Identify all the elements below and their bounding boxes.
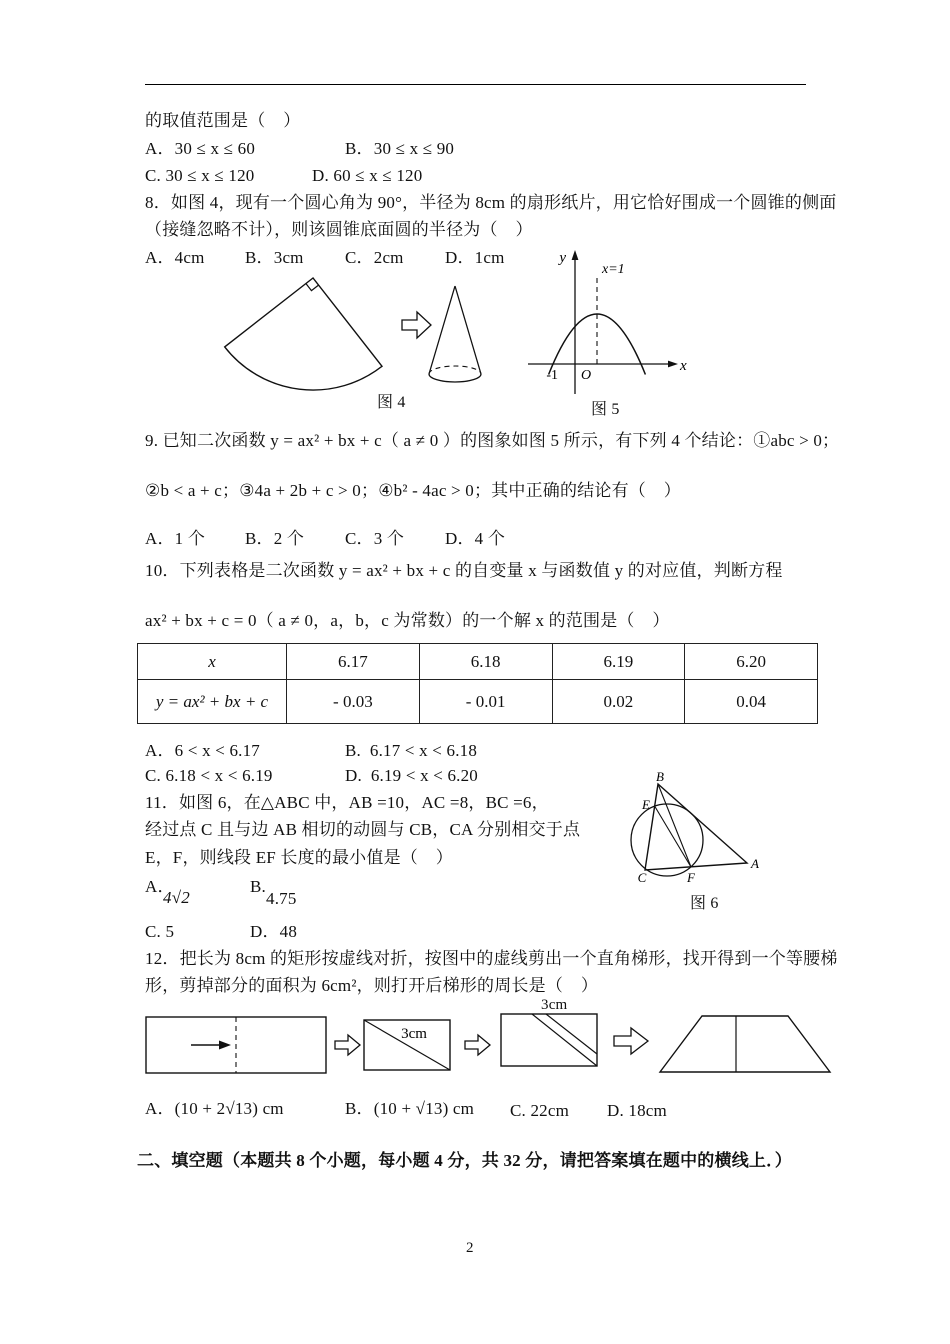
table-header-617: 6.17 xyxy=(287,644,420,680)
q10-option-b: B. 6.17 < x < 6.18 xyxy=(345,741,478,760)
q11-option-a-value: 4√2 xyxy=(163,888,190,907)
folded-rect-step xyxy=(362,1008,454,1076)
sector-shape xyxy=(225,278,382,390)
q11-option-b-value: 4.75 xyxy=(266,889,297,908)
figure-5-caption: 图 5 xyxy=(591,401,620,418)
figure-4-caption: 图 4 xyxy=(377,394,406,411)
vertex-label-b: B xyxy=(656,769,664,784)
q11-line-2: 经过点 C 且与边 AB 相切的动圆与 CB，CA 分别相交于点 xyxy=(145,820,581,839)
q7-stem: 的取值范围是（ ） xyxy=(145,111,301,130)
q7-option-c: C. 30 ≤ x ≤ 120 xyxy=(145,166,255,185)
q10-line-1: 10．下列表格是二次函数 y = ax² + bx + c 的自变量 x 与函数值 y 的对应值，判断方程 xyxy=(145,561,783,580)
rect-fold-step xyxy=(145,1016,327,1074)
moving-circle xyxy=(631,804,703,876)
header-rule xyxy=(145,84,806,85)
step-arrow-icon-3 xyxy=(612,1026,652,1056)
table-header-619: 6.19 xyxy=(552,644,685,680)
label-neg1: -1 xyxy=(546,368,558,383)
arrow-outline xyxy=(335,1035,360,1055)
table-header-x: x xyxy=(138,644,287,680)
q9-line-1: 9. 已知二次函数 y = ax² + bx + c（ a ≠ 0 ）的图象如图 5 所示，有下列 4 个结论：①abc > 0； xyxy=(145,431,840,450)
q12-line-1: 12．把长为 8cm 的矩形按虚线对折，按图中的虚线剪出一个直角梯形，找开得到一个等腰梯 xyxy=(145,949,838,968)
cone-base-front xyxy=(429,374,481,382)
q10-line-2: ax² + bx + c = 0（ a ≠ 0，a，b，c 为常数）的一个解 x 的范围是（ ） xyxy=(145,611,670,630)
q9-option-c: C．3 个 xyxy=(345,529,405,548)
figure-6 xyxy=(633,769,763,886)
q9-option-b: B．2 个 xyxy=(245,529,305,548)
arrow-outline xyxy=(465,1035,490,1055)
table-value-1: - 0.03 xyxy=(287,680,420,724)
q12-option-b: B．(10 + √13) cm xyxy=(345,1099,475,1118)
q8-line-2: （接缝忽略不计），则该圆锥底面圆的半径为（ ） xyxy=(145,220,533,239)
q11-option-c: C. 5 xyxy=(145,922,175,941)
table-header-620: 6.20 xyxy=(685,644,818,680)
q10-value-table xyxy=(137,643,818,724)
label-3cm-fold: 3cm xyxy=(401,1026,427,1042)
cut-rect-step xyxy=(500,1012,600,1072)
q8-line-1: 8．如图 4，现有一个圆心角为 90°，半径为 8cm 的扇形纸片，用它恰好围成一个圆锥的侧面 xyxy=(145,193,837,212)
step-arrow-icon-2 xyxy=(463,1032,493,1058)
step-arrow-icon-1 xyxy=(333,1032,363,1058)
trapezoid-result xyxy=(658,1012,833,1076)
q10-option-d: D. 6.19 < x < 6.20 xyxy=(345,766,479,785)
q11-line-3: E，F，则线段 EF 长度的最小值是（ ） xyxy=(145,848,453,867)
q9-option-a: A．1 个 xyxy=(145,529,206,548)
page-number: 2 xyxy=(466,1240,474,1256)
q9-line-2: ②b < a + c；③4a + 2b + c > 0；④b² - 4ac > 0；其中正确的结论有（ ） xyxy=(145,481,681,500)
q11-option-a-label: A． xyxy=(145,877,175,896)
label-x-equals-1: x=1 xyxy=(602,262,625,277)
segment-bf xyxy=(658,784,691,867)
q10-option-c: C. 6.18 < x < 6.19 xyxy=(145,766,273,785)
cone-shape xyxy=(429,286,481,374)
q10-option-a: A．6 < x < 6.17 xyxy=(145,741,261,760)
label-y: y xyxy=(559,250,566,266)
cone-base-back xyxy=(429,366,481,374)
y-axis-arrow-icon xyxy=(572,250,579,260)
table-value-4: 0.04 xyxy=(685,680,818,724)
fold-direction-arrow-icon xyxy=(219,1041,231,1050)
vertex-label-c: C xyxy=(637,870,647,885)
arrow-outline xyxy=(614,1028,648,1054)
table-header-618: 6.18 xyxy=(419,644,552,680)
q7-option-b: B．30 ≤ x ≤ 90 xyxy=(345,139,455,158)
table-value-3: 0.02 xyxy=(552,680,685,724)
cut-line-2 xyxy=(546,1014,597,1054)
point-label-e: E xyxy=(642,797,650,812)
figure-4 xyxy=(215,272,485,398)
step-arrow-icon xyxy=(402,312,431,338)
point-label-f: F xyxy=(687,870,695,885)
right-angle-mark xyxy=(306,284,319,291)
figure-6-caption: 图 6 xyxy=(690,895,719,912)
cut-line-1 xyxy=(532,1014,597,1066)
q7-option-a: A．30 ≤ x ≤ 60 xyxy=(145,139,256,158)
q11-option-d: D．48 xyxy=(250,922,298,941)
figure-5 xyxy=(520,248,692,400)
section-2-heading: 二、填空题（本题共 8 个小题，每小题 4 分，共 32 分，请把答案填在题中的横线上．） xyxy=(137,1151,792,1170)
q12-option-c: C. 22cm xyxy=(510,1101,570,1120)
q7-option-d: D. 60 ≤ x ≤ 120 xyxy=(312,166,423,185)
label-x: x xyxy=(680,358,687,374)
q12-option-d: D. 18cm xyxy=(607,1101,667,1120)
q11-line-1: 11．如图 6，在△ABC 中，AB =10，AC =8，BC =6， xyxy=(145,793,549,812)
q9-option-d: D．4 个 xyxy=(445,529,506,548)
q12-line-2: 形，剪掉部分的面积为 6cm²，则打开后梯形的周长是（ ） xyxy=(145,976,599,995)
q8-option-b: B．3cm xyxy=(245,248,304,267)
vertex-label-a: A xyxy=(751,856,759,871)
q8-option-c: C．2cm xyxy=(345,248,404,267)
label-origin: O xyxy=(581,368,592,383)
chord-ef xyxy=(655,806,691,867)
q12-option-a: A．(10 + 2√13) cm xyxy=(145,1099,284,1118)
q11-option-b-label: B. xyxy=(250,877,266,896)
triangle-abc xyxy=(645,784,747,870)
cut-rect-outline xyxy=(501,1014,597,1066)
x-axis-arrow-icon xyxy=(668,361,678,368)
q8-option-a: A．4cm xyxy=(145,248,205,267)
label-3cm-top: 3cm xyxy=(541,997,568,1013)
trapezoid-outline xyxy=(660,1016,830,1072)
table-value-2: - 0.01 xyxy=(419,680,552,724)
table-row-label: y = ax² + bx + c xyxy=(138,680,287,724)
q8-option-d: D．1cm xyxy=(445,248,505,267)
